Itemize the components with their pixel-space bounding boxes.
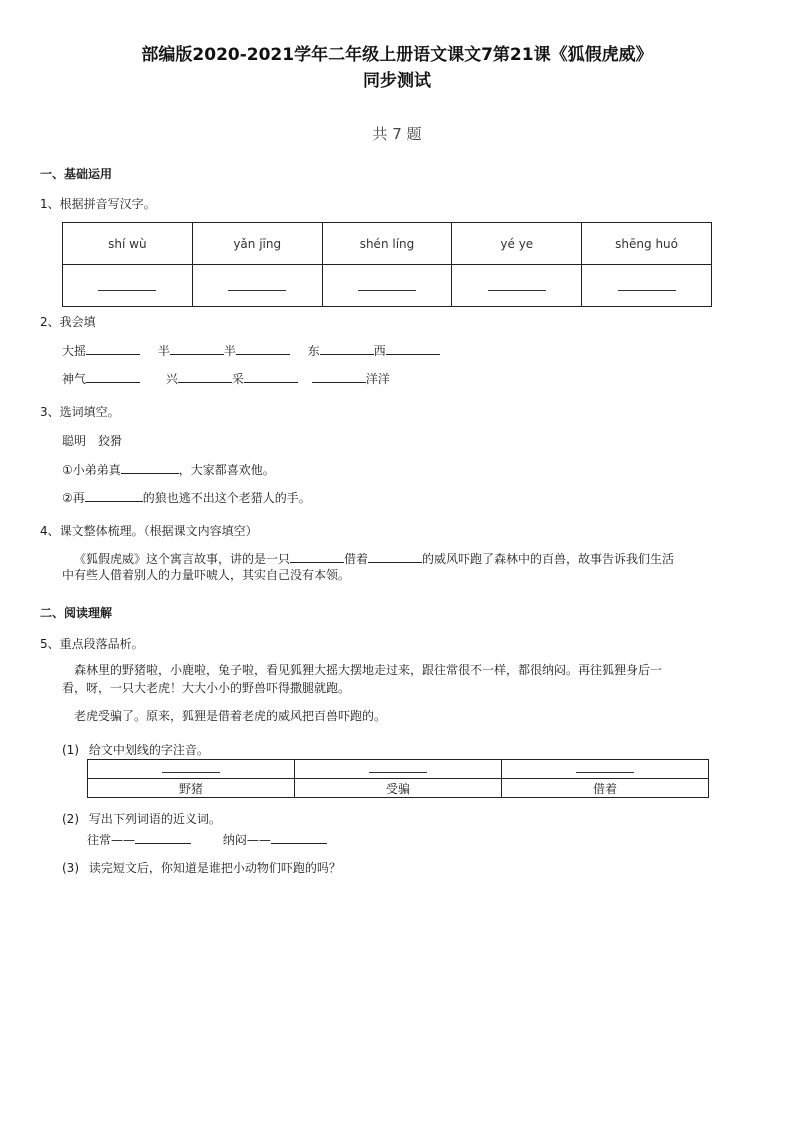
answer-blank[interactable] xyxy=(618,278,676,291)
answer-cell[interactable] xyxy=(63,265,193,307)
answer-blank[interactable] xyxy=(178,370,232,383)
word-options: 聪明 狡猾 xyxy=(62,434,123,448)
fill-word: 东 xyxy=(307,344,320,358)
answer-cell[interactable] xyxy=(192,265,322,307)
answer-blank[interactable] xyxy=(162,762,220,773)
phonetic-table xyxy=(87,759,709,798)
q4-passage-line-1 xyxy=(62,550,674,568)
q4-passage-line-2: 中有些人借着别人的力量吓唬人，其实自己没有本领。 xyxy=(62,568,351,582)
question-2-prompt: 2、我会填 xyxy=(40,315,96,329)
page-title: 部编版2020-2021学年二年级上册语文课文7第21课《狐假虎威》 xyxy=(141,45,653,65)
pinyin-cell: shén líng xyxy=(322,223,452,265)
answer-cell[interactable] xyxy=(502,760,709,779)
answer-blank[interactable] xyxy=(369,762,427,773)
sub-question-text: 写出下列词语的近义词。 xyxy=(88,812,221,826)
page-title-line2: 同步测试 xyxy=(363,71,431,91)
reading-para-2: 老虎受骗了。原来，狐狸是借着老虎的威风把百兽吓跑的。 xyxy=(74,709,387,723)
q3-item-1-text: ①小弟弟真 xyxy=(62,463,121,477)
question-4-prompt: 4、课文整体梳理。（根据课文内容填空） xyxy=(40,524,258,538)
answer-blank[interactable] xyxy=(244,370,298,383)
answer-blank[interactable] xyxy=(320,342,374,355)
answer-blank[interactable] xyxy=(135,831,191,844)
answer-blank[interactable] xyxy=(312,370,366,383)
fill-word: 半 xyxy=(223,344,236,358)
q3-item-2-tail: 的狼也逃不出这个老猎人的手。 xyxy=(142,491,311,505)
q4-seg-1: 《狐假虎威》这个寓言故事，讲的是一只 xyxy=(74,552,291,566)
pinyin-cell: yǎn jīng xyxy=(192,223,322,265)
question-5-prompt: 5、重点段落品析。 xyxy=(40,637,144,651)
q4-seg-3: 的威风吓跑了森林中的百兽，故事告诉我们生活 xyxy=(422,552,675,566)
fill-word: 洋洋 xyxy=(365,372,390,386)
question-count: 共 7 题 xyxy=(372,125,422,143)
word-cell: 借着 xyxy=(502,779,709,798)
fill-row-2 xyxy=(62,370,390,387)
answer-blank[interactable] xyxy=(86,370,140,383)
answer-cell[interactable] xyxy=(322,265,452,307)
sub-question-number: (3) xyxy=(62,861,79,875)
fill-word: 半 xyxy=(157,344,170,358)
pinyin-cell: yé ye xyxy=(452,223,582,265)
answer-blank[interactable] xyxy=(170,342,224,355)
pinyin-cell: shí wù xyxy=(63,223,193,265)
sub-question-2 xyxy=(62,810,221,827)
reading-para-1-line-2: 看，呀，一只大老虎！大大小小的野兽吓得撒腿就跑。 xyxy=(62,681,351,695)
pinyin-cell: shēng huó xyxy=(582,223,712,265)
answer-blank[interactable] xyxy=(98,278,156,291)
synonym-word: 纳闷—— xyxy=(222,833,271,847)
answer-cell[interactable] xyxy=(88,760,295,779)
answer-cell[interactable] xyxy=(452,265,582,307)
answer-blank[interactable] xyxy=(121,461,179,474)
fill-word: 神气 xyxy=(62,372,87,386)
word-cell: 野猪 xyxy=(88,779,295,798)
reading-para-1-line-1: 森林里的野猪啦，小鹿啦，兔子啦，看见狐狸大摇大摆地走过来，跟往常很不一样，都很纳闷。再往狐狸身后一 xyxy=(74,663,663,677)
answer-blank[interactable] xyxy=(488,278,546,291)
q3-item-1 xyxy=(62,461,275,478)
fill-word: 兴 xyxy=(165,372,178,386)
answer-blank[interactable] xyxy=(386,342,440,355)
sub-question-text: 给文中划线的字注音。 xyxy=(88,743,209,757)
question-1-prompt: 1、根据拼音写汉字。 xyxy=(40,197,156,211)
answer-cell[interactable] xyxy=(295,760,502,779)
answer-cell[interactable] xyxy=(582,265,712,307)
section-heading-basic: 一、基础运用 xyxy=(40,167,113,181)
sub-question-number: (2) xyxy=(62,812,79,826)
fill-word: 西 xyxy=(373,344,386,358)
question-3-prompt: 3、选词填空。 xyxy=(40,405,120,419)
sub-question-number: (1) xyxy=(62,743,79,757)
pinyin-table xyxy=(62,222,712,307)
answer-blank[interactable] xyxy=(576,762,634,773)
answer-blank[interactable] xyxy=(85,489,143,502)
synonym-word: 往常—— xyxy=(87,833,136,847)
answer-blank[interactable] xyxy=(368,550,422,563)
sub-question-text: 读完短文后，你知道是谁把小动物们吓跑的吗？ xyxy=(88,861,341,875)
word-cell: 受骗 xyxy=(295,779,502,798)
fill-row-1 xyxy=(62,342,440,359)
sub-question-3 xyxy=(62,859,341,876)
answer-blank[interactable] xyxy=(290,550,344,563)
q3-item-2-text: ②再 xyxy=(62,491,85,505)
fill-word: 大摇 xyxy=(62,344,87,358)
sub-question-1 xyxy=(62,741,209,758)
synonym-row xyxy=(87,831,327,848)
q4-seg-2: 借着 xyxy=(344,552,369,566)
section-heading-reading: 二、阅读理解 xyxy=(40,606,113,620)
q3-item-1-tail: ，大家都喜欢他。 xyxy=(178,463,275,477)
answer-blank[interactable] xyxy=(86,342,140,355)
answer-blank[interactable] xyxy=(236,342,290,355)
answer-blank[interactable] xyxy=(358,278,416,291)
answer-blank[interactable] xyxy=(228,278,286,291)
fill-word: 采 xyxy=(231,372,244,386)
answer-blank[interactable] xyxy=(271,831,327,844)
q3-item-2 xyxy=(62,489,311,506)
